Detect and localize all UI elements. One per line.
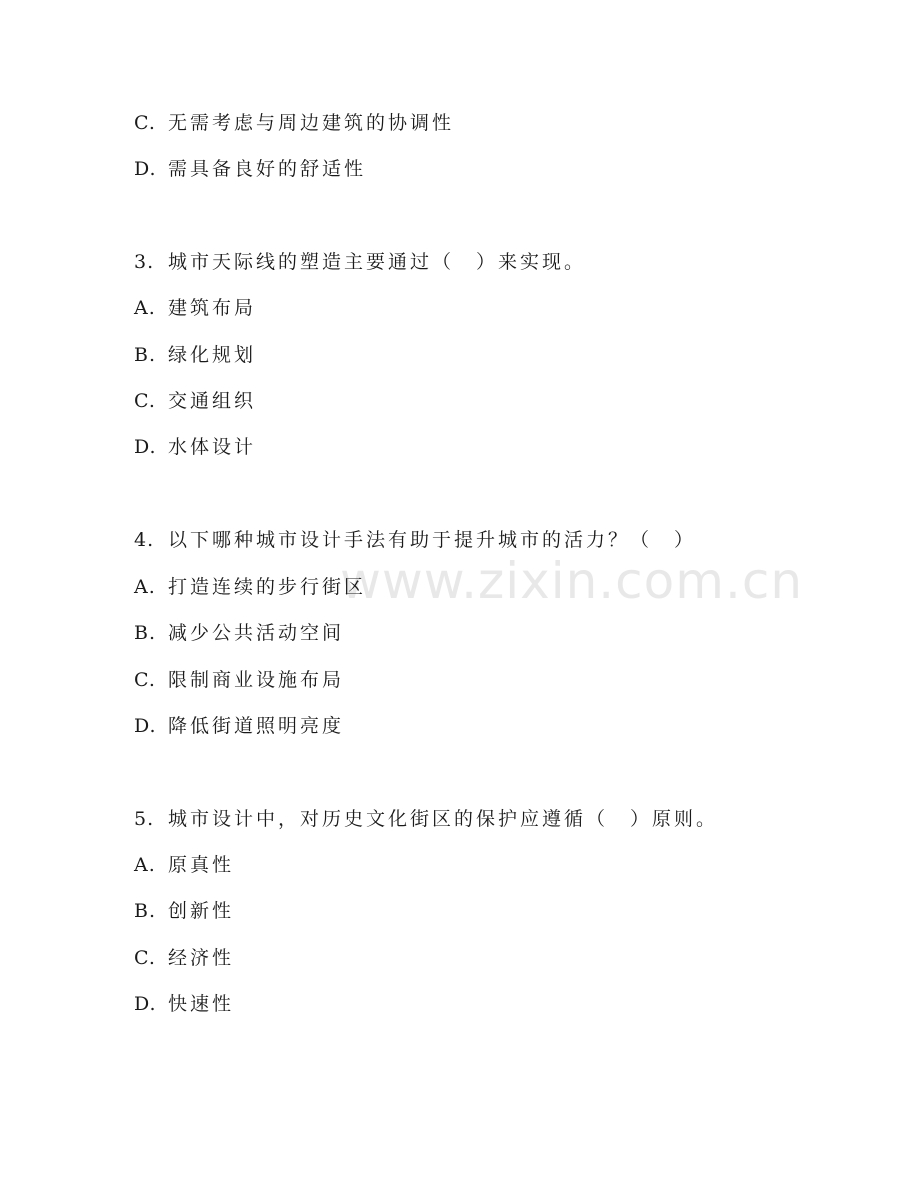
option-marker: D. — [134, 993, 157, 1015]
option-text: 减少公共活动空间 — [168, 622, 345, 644]
option-text: 原真性 — [168, 854, 235, 876]
option-text: 快速性 — [168, 993, 235, 1015]
question-text: 以下哪种城市设计手法有助于提升城市的活力？（ ） — [168, 529, 697, 551]
option-marker: C. — [134, 947, 156, 969]
option-text: 经济性 — [168, 947, 235, 969]
question-number: 5. — [134, 808, 155, 830]
question-number: 4. — [134, 529, 155, 551]
option-text: 降低街道照明亮度 — [168, 715, 345, 737]
option-4a — [134, 575, 366, 599]
option-marker: A. — [134, 854, 156, 876]
option-marker: D. — [134, 158, 157, 180]
option-text: 交通组织 — [168, 390, 257, 412]
option-marker: C. — [134, 112, 156, 134]
option-5c — [134, 946, 234, 970]
option-marker: B. — [134, 344, 157, 366]
option-marker: D. — [134, 715, 157, 737]
option-marker: A. — [134, 576, 156, 598]
option-3d — [134, 435, 256, 459]
question-5 — [134, 807, 718, 831]
option-4b — [134, 621, 344, 645]
option-marker: B. — [134, 900, 157, 922]
option-3a — [134, 296, 256, 320]
option-text: 打造连续的步行街区 — [168, 576, 367, 598]
option-marker: C. — [134, 669, 156, 691]
option-5a — [134, 853, 234, 877]
option-text: 限制商业设施布局 — [168, 669, 345, 691]
option-4d — [134, 714, 344, 738]
option-4c — [134, 668, 344, 692]
option-text: 无需考虑与周边建筑的协调性 — [168, 112, 455, 134]
question-text: 城市天际线的塑造主要通过（ ）来实现。 — [168, 251, 587, 273]
option-5b — [134, 899, 234, 923]
option-text: 创新性 — [168, 900, 235, 922]
option-marker: D. — [134, 436, 157, 458]
question-text: 城市设计中，对历史文化街区的保护应遵循（ ）原则。 — [168, 808, 719, 830]
option-text: 绿化规划 — [168, 344, 257, 366]
question-4 — [134, 528, 696, 552]
option-marker: A. — [134, 297, 156, 319]
question-3 — [134, 250, 586, 274]
option-text: 需具备良好的舒适性 — [168, 158, 367, 180]
watermark: www.zixin.com.cn — [340, 552, 804, 610]
option-5d — [134, 992, 234, 1016]
option-3c — [134, 389, 256, 413]
question-number: 3. — [134, 251, 155, 273]
option-marker: B. — [134, 622, 157, 644]
option-3b — [134, 343, 256, 367]
option-text: 水体设计 — [168, 436, 257, 458]
option-2d — [134, 157, 366, 181]
option-text: 建筑布局 — [168, 297, 257, 319]
option-2c — [134, 111, 454, 135]
option-marker: C. — [134, 390, 156, 412]
